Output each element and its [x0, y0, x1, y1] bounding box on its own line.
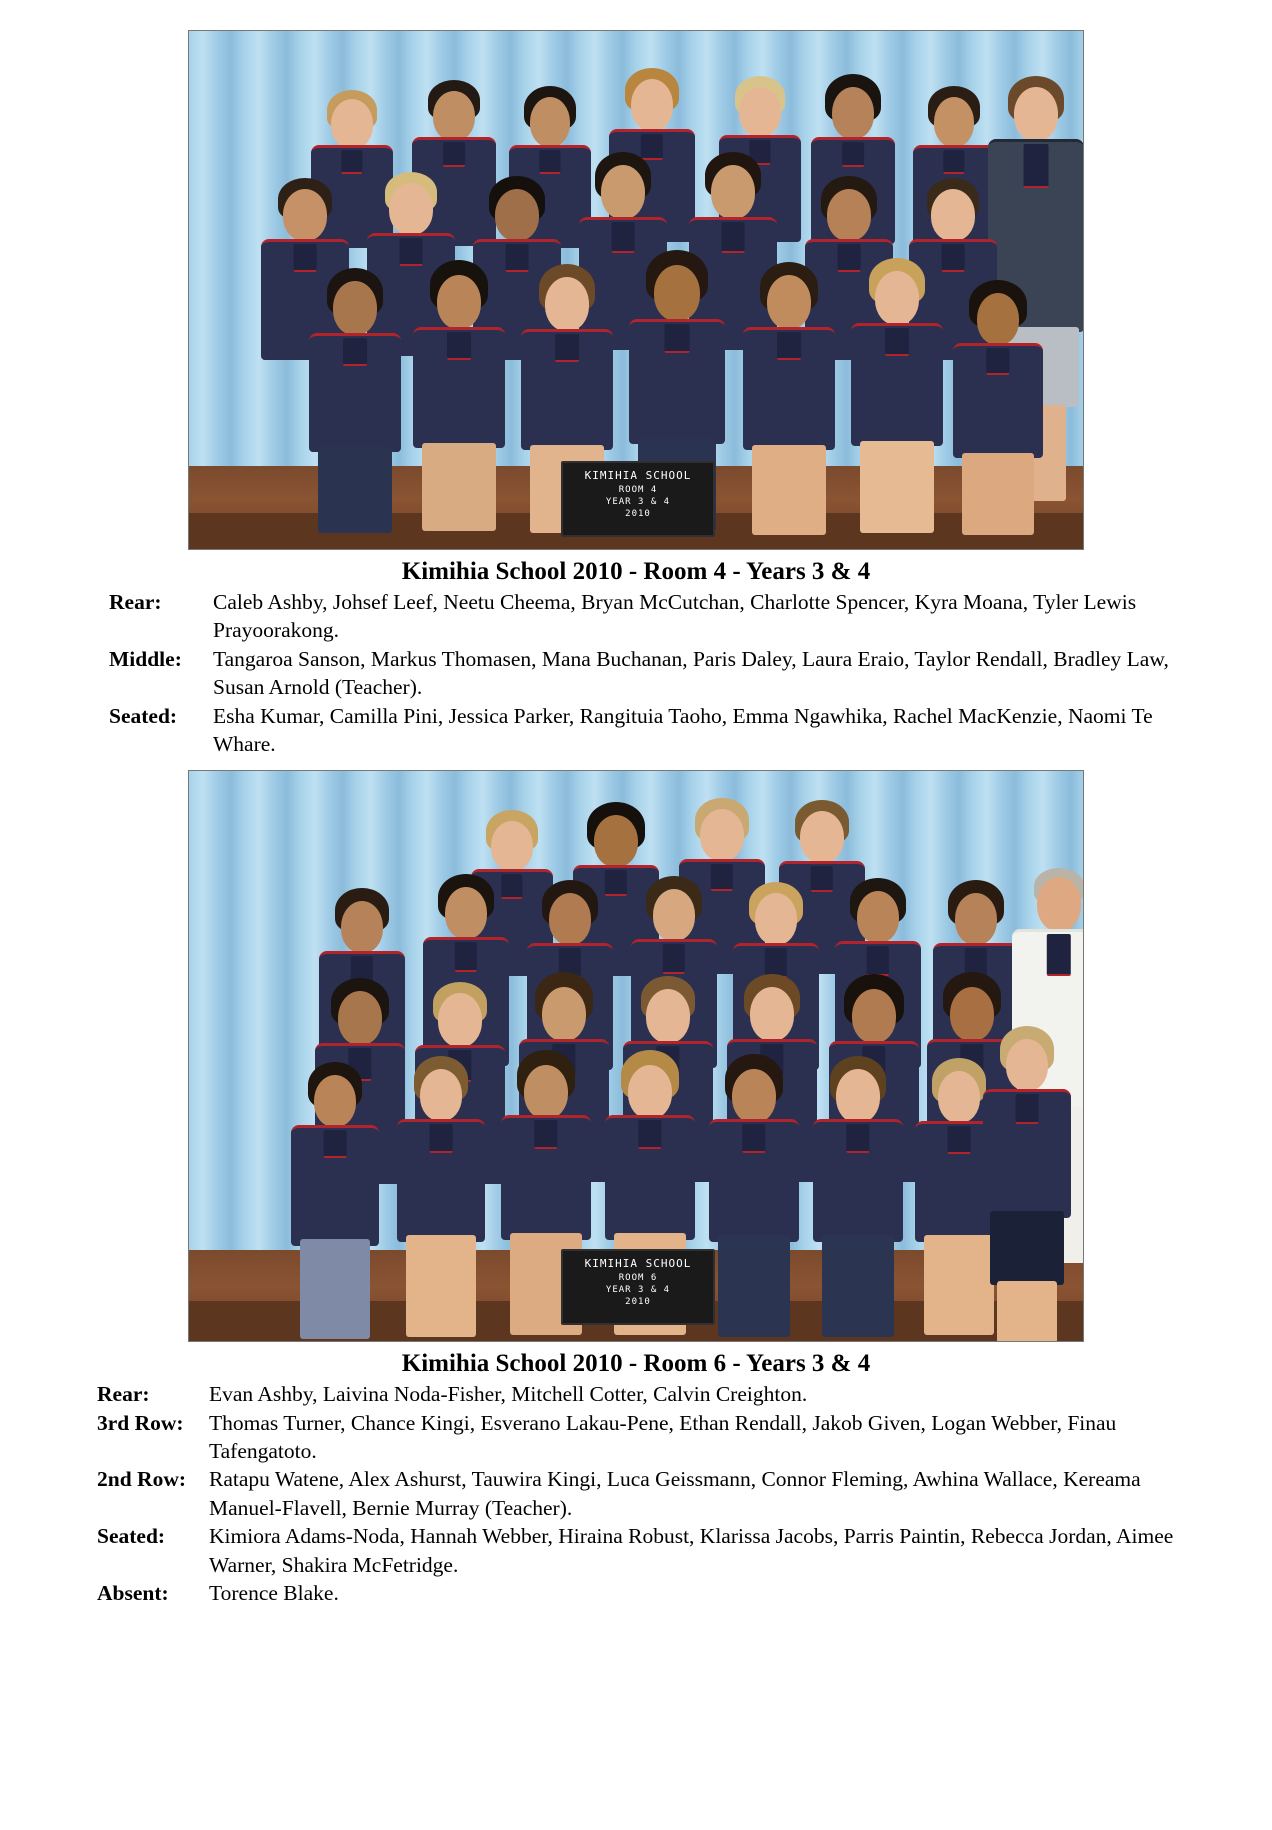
roster-label: Rear: — [109, 590, 162, 614]
head — [875, 271, 919, 325]
plaque-line-4: 2010 — [625, 509, 651, 520]
head — [977, 293, 1019, 345]
head — [711, 165, 755, 219]
head — [433, 91, 475, 141]
roster-names: Caleb Ashby, Johsef Leef, Neetu Cheema, Bryan McCutchan, Charlotte Spencer, Kyra Moana, Tyler Lewis Prayoorakong. — [213, 590, 1137, 643]
head — [934, 97, 974, 147]
photo-plaque — [561, 461, 715, 537]
roster-row — [97, 1465, 1211, 1522]
photo-caption-title-room-6: Kimihia School 2010 - Room 6 - Years 3 & 4 — [401, 1350, 871, 1378]
uniform-shirt — [521, 329, 613, 450]
plaque-line-4: 2010 — [625, 1297, 651, 1308]
head — [653, 889, 695, 941]
roster-label: 2nd Row: — [97, 1467, 187, 1492]
legs — [406, 1235, 476, 1337]
student-figure — [395, 1059, 487, 1342]
head — [654, 265, 700, 321]
student-figure — [707, 1057, 801, 1342]
uniform-shirt — [501, 1115, 591, 1240]
head — [955, 893, 997, 945]
document-page — [0, 30, 1272, 1830]
head — [700, 809, 744, 861]
head — [545, 277, 589, 331]
head — [549, 893, 591, 945]
head — [437, 275, 481, 329]
roster-names: Torence Blake. — [209, 1580, 339, 1605]
head — [836, 1069, 880, 1123]
uniform-shirt — [605, 1115, 695, 1240]
uniform-shirt — [309, 333, 401, 452]
roster-row — [97, 1380, 1211, 1408]
head — [750, 987, 794, 1041]
head — [827, 189, 871, 241]
legs — [860, 441, 934, 533]
head — [314, 1075, 356, 1127]
plaque-line-1: KIMIHIA SCHOOL — [584, 1257, 692, 1271]
head — [438, 993, 482, 1047]
photo-plaque — [561, 1249, 715, 1325]
student-figure — [981, 1029, 1073, 1342]
class-photo-room-6 — [188, 770, 1084, 1342]
roster-label: Seated: — [97, 1524, 166, 1549]
legs — [962, 453, 1034, 535]
head — [601, 165, 645, 219]
roster-label: 3rd Row: — [97, 1410, 184, 1435]
head — [341, 901, 383, 953]
head — [338, 991, 382, 1045]
uniform-shirt — [983, 1089, 1071, 1218]
roster-row — [109, 702, 1211, 759]
roster-label: Middle: — [109, 646, 182, 671]
uniform-shirt — [953, 343, 1043, 458]
roster-row — [109, 645, 1211, 702]
head — [1014, 87, 1058, 141]
roster-names: Tangaroa Sanson, Markus Thomasen, Mana Buchanan, Paris Daley, Laura Eraio, Taylor Rendall, Bradley Law, Susan Arnold (Teacher). — [213, 646, 1169, 700]
roster-names: Esha Kumar, Camilla Pini, Jessica Parker, Rangituia Taoho, Emma Ngawhika, Rachel MacKenzie, Naomi Te Whare. — [213, 703, 1153, 756]
roster-row — [97, 1579, 1211, 1607]
head — [283, 189, 327, 241]
head — [389, 183, 433, 235]
student-figure — [849, 261, 945, 541]
head — [755, 893, 797, 945]
head — [646, 989, 690, 1043]
class-photo-room-4 — [188, 30, 1084, 550]
head — [445, 887, 487, 939]
legs — [822, 1235, 894, 1337]
head — [495, 189, 539, 241]
head — [832, 87, 874, 139]
head — [1037, 877, 1081, 931]
roster-names: Thomas Turner, Chance Kingi, Esverano Lakau-Pene, Ethan Rendall, Jakob Given, Logan Webber, Finau Tafengatoto. — [209, 1410, 1117, 1463]
head — [739, 87, 781, 137]
student-figure — [741, 265, 837, 541]
legs — [300, 1239, 370, 1339]
head — [732, 1069, 776, 1123]
legs — [318, 447, 392, 533]
student-figure — [307, 271, 403, 541]
uniform-shirt — [413, 327, 505, 448]
head — [491, 821, 533, 871]
roster-room-6 — [61, 1380, 1211, 1607]
roster-names: Evan Ashby, Laivina Noda-Fisher, Mitchell Cotter, Calvin Creighton. — [209, 1382, 808, 1407]
head — [333, 281, 377, 335]
roster-names: Ratapu Watene, Alex Ashurst, Tauwira Kingi, Luca Geissmann, Connor Fleming, Awhina Wallace, Kereama Manuel-Flavell, Bernie Murray (Teacher). — [209, 1467, 1141, 1520]
head — [594, 815, 638, 867]
legs-lower — [997, 1281, 1057, 1342]
head — [1006, 1039, 1048, 1091]
roster-label: Seated: — [109, 703, 178, 728]
roster-room-4 — [61, 588, 1211, 758]
legs — [718, 1235, 790, 1337]
plaque-line-2: ROOM 4 — [618, 484, 658, 495]
head — [931, 189, 975, 241]
uniform-shirt — [813, 1119, 903, 1242]
roster-label: Absent: — [97, 1580, 169, 1605]
head — [857, 891, 899, 943]
uniform-shirt — [709, 1119, 799, 1242]
uniform-shirt — [629, 319, 725, 444]
student-figure — [951, 283, 1045, 541]
plaque-line-2: ROOM 6 — [618, 1273, 658, 1284]
roster-row — [97, 1409, 1211, 1466]
head — [852, 989, 896, 1043]
head — [542, 987, 586, 1041]
uniform-shirt — [851, 323, 943, 446]
uniform-shirt — [743, 327, 835, 450]
photo-block-room-6 — [0, 770, 1272, 1607]
student-figure — [289, 1065, 381, 1342]
plaque-line-3: YEAR 3 & 4 — [605, 1285, 671, 1296]
plaque-line-3: YEAR 3 & 4 — [605, 496, 671, 507]
head — [420, 1069, 462, 1121]
student-figure — [411, 263, 507, 541]
head — [331, 99, 373, 149]
head — [767, 275, 811, 329]
head — [530, 97, 570, 147]
photo-block-room-4 — [0, 30, 1272, 758]
legs — [422, 443, 496, 531]
head — [631, 79, 673, 131]
uniform-shirt — [291, 1125, 379, 1246]
roster-row — [109, 588, 1211, 645]
legs — [752, 445, 826, 535]
photo-caption-title-room-4: Kimihia School 2010 - Room 4 - Years 3 & 4 — [401, 558, 871, 585]
head — [800, 811, 844, 863]
head — [524, 1065, 568, 1119]
legs — [990, 1211, 1064, 1285]
roster-row — [97, 1522, 1211, 1579]
plaque-line-1: KIMIHIA SCHOOL — [584, 469, 692, 482]
uniform-shirt — [397, 1119, 485, 1242]
student-figure — [811, 1059, 905, 1342]
head — [628, 1065, 672, 1119]
roster-label: Rear: — [97, 1382, 150, 1407]
roster-names: Kimiora Adams-Noda, Hannah Webber, Hiraina Robust, Klarissa Jacobs, Parris Paintin, Rebecca Jordan, Aimee Warner, Shakira McFetridge. — [209, 1524, 1174, 1577]
head — [938, 1071, 980, 1123]
